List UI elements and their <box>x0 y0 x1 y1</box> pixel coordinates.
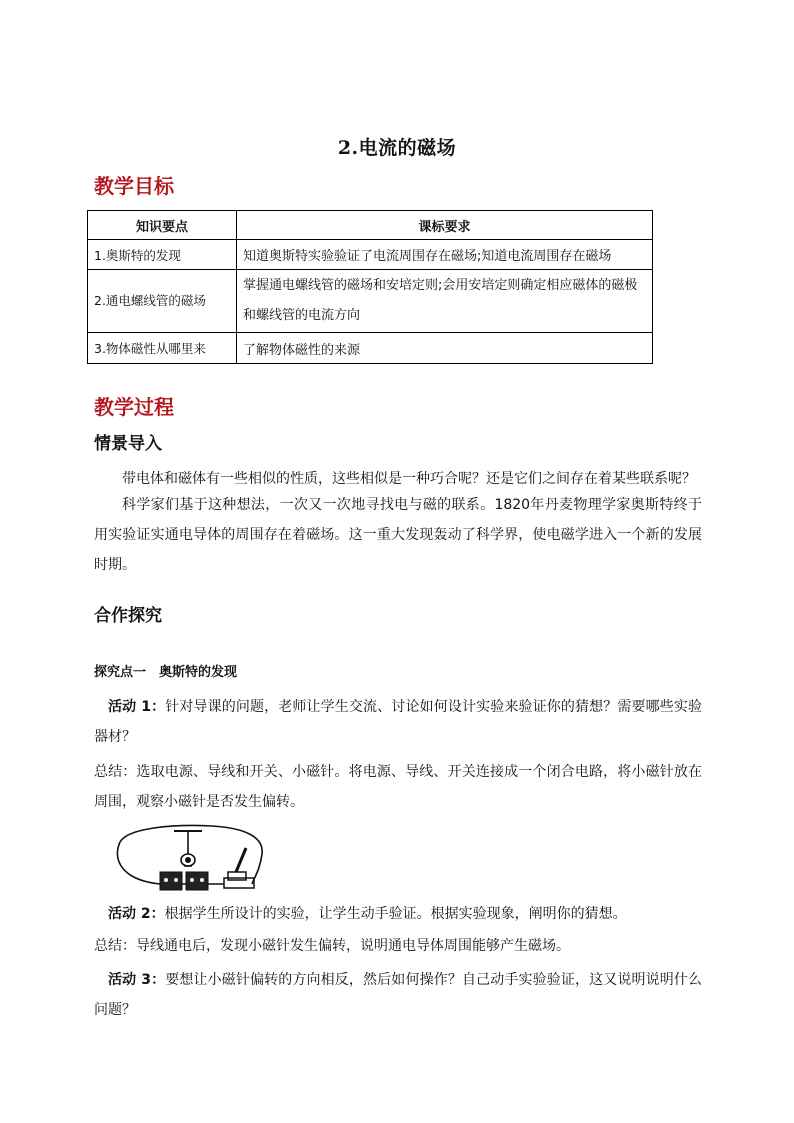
intro-heading: 情景导入 <box>94 434 162 454</box>
table-cell-point: 1.奥斯特的发现 <box>88 240 237 270</box>
table-header-cell: 知识要点 <box>88 211 237 240</box>
table-row <box>88 240 653 270</box>
summary-2: 总结：导线通电后，发现小磁针发生偏转，说明通电导体周围能够产生磁场。 <box>94 938 570 954</box>
table-cell-requirement: 知道奥斯特实验验证了电流周围存在磁场;知道电流周围存在磁场 <box>237 240 653 270</box>
activity-3 <box>94 965 702 1025</box>
table-cell-point: 2.通电螺线管的磁场 <box>88 270 237 333</box>
activity-label: 活动 3： <box>108 972 166 988</box>
activity-text: 要想让小磁针偏转的方向相反，然后如何操作？自己动手实验验证，这又说明说明什么问题？ <box>94 972 702 1018</box>
activity-text: 根据学生所设计的实验，让学生动手验证。根据实验现象，阐明你的猜想。 <box>164 906 627 922</box>
activity-text: 针对导课的问题，老师让学生交流、讨论如何设计实验来验证你的猜想？需要哪些实验器材？ <box>94 699 702 745</box>
table-header-cell: 课标要求 <box>237 211 653 240</box>
activity-1 <box>94 692 702 752</box>
experiment-apparatus-image <box>112 820 272 898</box>
intro-paragraph-1: 带电体和磁体有一些相似的性质，这些相似是一种巧合呢？还是它们之间存在着某些联系呢？ <box>122 471 696 487</box>
intro-paragraph-2: 科学家们基于这种想法，一次又一次地寻找电与磁的联系。1820年丹麦物理学家奥斯特终于用实验证实通电导体的周围存在着磁场。这一重大发现轰动了科学界，使电磁学进入一个新的发展时期。 <box>94 497 702 573</box>
summary-1: 总结：选取电源、导线和开关、小磁针。将电源、导线、开关连接成一个闭合电路，将小磁针放在周围，观察小磁针是否发生偏转。 <box>94 764 702 810</box>
table-cell-point: 3.物体磁性从哪里来 <box>88 333 237 364</box>
table-row <box>88 270 653 333</box>
page-title: 2.电流的磁场 <box>337 137 457 159</box>
table-row <box>88 333 653 364</box>
activity-label: 活动 1： <box>108 699 166 715</box>
goals-table <box>87 210 653 364</box>
table-cell-requirement: 了解物体磁性的来源 <box>237 333 653 364</box>
activity-2 <box>94 899 702 929</box>
explore-heading: 合作探究 <box>94 606 162 626</box>
explore-point-1: 探究点一 奥斯特的发现 <box>94 665 238 680</box>
goals-heading: 教学目标 <box>94 174 174 198</box>
table-header-row <box>88 211 653 240</box>
process-heading: 教学过程 <box>94 395 174 419</box>
activity-label: 活动 2： <box>108 906 165 922</box>
table-cell-requirement: 掌握通电螺线管的磁场和安培定则;会用安培定则确定相应磁体的磁极和螺线管的电流方向 <box>237 270 653 333</box>
